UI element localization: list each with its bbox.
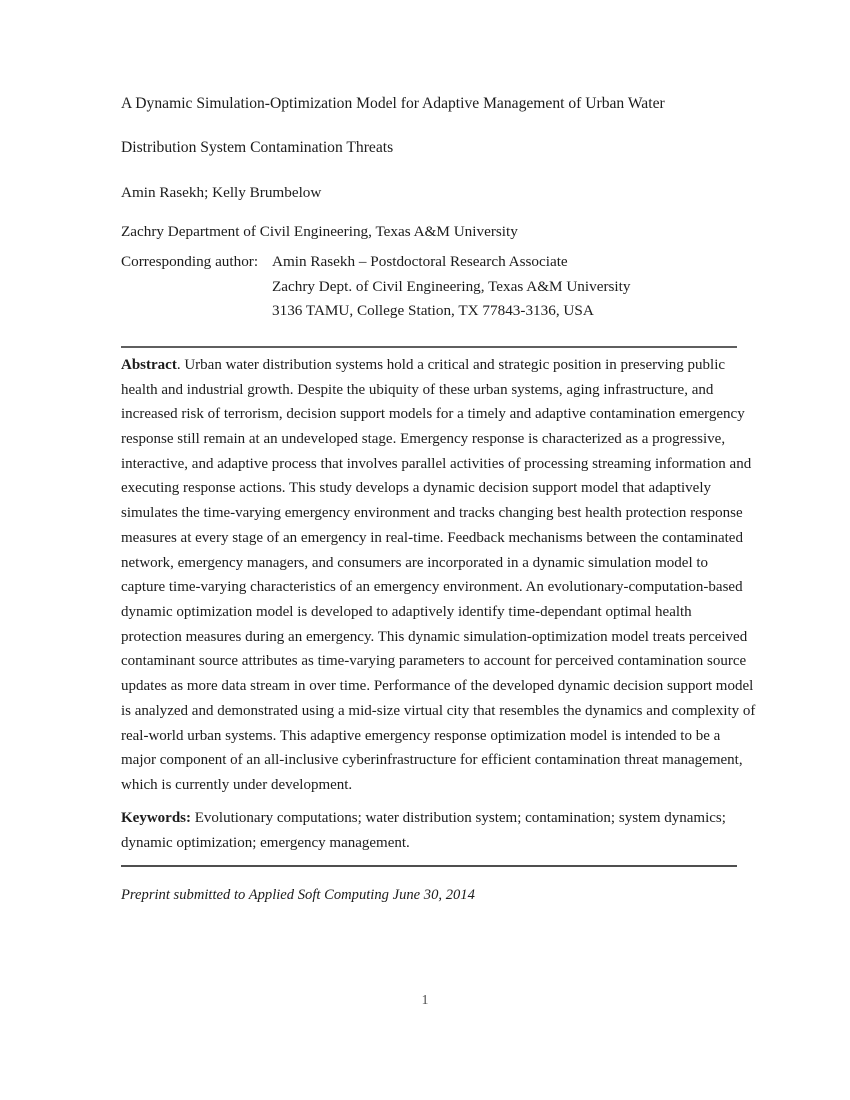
abstract-line: contaminant source attributes as time-varying parameters to account for perceived contamination source	[121, 653, 747, 670]
keywords-line: dynamic optimization; emergency management.	[121, 834, 410, 851]
abstract-line: interactive, and adaptive process that involves parallel activities of processing streaming information and	[121, 455, 752, 472]
abstract-line: protection measures during an emergency. This dynamic simulation-optimization model treats perceived	[121, 628, 748, 645]
abstract-line: is analyzed and demonstrated using a mid-size virtual city that resembles the dynamics and complexity of	[121, 702, 756, 719]
abstract-section	[121, 353, 756, 798]
footer-rule	[121, 865, 737, 867]
abstract-line: executing response actions. This study develops a dynamic decision support model that adaptively	[121, 480, 712, 497]
paper-title-line-2: Distribution System Contamination Threats	[121, 139, 394, 156]
abstract-line: increased risk of terrorism, decision support models for a timely and adaptive contamination emergency	[121, 406, 745, 423]
page-number: 1	[421, 992, 429, 1007]
abstract-line: health and industrial growth. Despite the ubiquity of these urban systems, aging infrastructure, and	[121, 381, 714, 398]
keywords-text: Evolutionary computations; water distribution system; contamination; system dynamics;	[191, 809, 726, 826]
abstract-label: Abstract	[121, 356, 177, 373]
abstract-line: major component of an all-inclusive cyberinfrastructure for efficient contamination threat management,	[121, 752, 743, 769]
keywords-line	[121, 806, 737, 831]
abstract-line: dynamic optimization model is developed to adaptively identify time-dependant optimal health	[121, 603, 692, 620]
keywords-section	[121, 806, 737, 856]
abstract-line: response still remain at an undeveloped stage. Emergency response is characterized as a progressive,	[121, 430, 726, 447]
abstract-text: . Urban water distribution systems hold a critical and strategic position in preserving public	[176, 356, 726, 373]
authors-line: Amin Rasekh; Kelly Brumbelow	[121, 184, 322, 201]
paper-title	[121, 82, 737, 170]
corresponding-author-address: 3136 TAMU, College Station, TX 77843-3136, USA	[272, 302, 594, 320]
preprint-footer: Preprint submitted to Applied Soft Computing June 30, 2014	[121, 886, 475, 903]
paper-title-line-1: A Dynamic Simulation-Optimization Model for Adaptive Management of Urban Water	[121, 95, 665, 112]
abstract-line: capture time-varying characteristics of an emergency environment. An evolutionary-computation-based	[121, 579, 743, 596]
corresponding-author-name: Amin Rasekh – Postdoctoral Research Associate	[272, 253, 568, 270]
abstract-line: simulates the time-varying emergency environment and tracks changing best health protection response	[121, 505, 743, 522]
corresponding-author-details	[272, 250, 630, 324]
abstract-top-rule	[121, 346, 737, 348]
corresponding-author-label: Corresponding author:	[121, 253, 259, 270]
abstract-line: updates as more data stream in over time. Performance of the developed dynamic decision support model	[121, 678, 754, 695]
keywords-label: Keywords:	[121, 809, 191, 826]
abstract-line: measures at every stage of an emergency in real-time. Feedback mechanisms between the contaminated	[121, 529, 743, 546]
page-content	[121, 0, 756, 904]
abstract-line: which is currently under development.	[121, 777, 353, 793]
abstract-line: network, emergency managers, and consumers are incorporated in a dynamic simulation model to	[121, 554, 709, 571]
abstract-line	[121, 353, 737, 378]
corresponding-author-department: Zachry Dept. of Civil Engineering, Texas A&M University	[272, 277, 631, 295]
abstract-line: real-world urban systems. This adaptive emergency response optimization model is intended to be a	[121, 727, 721, 744]
corresponding-author-block	[121, 250, 737, 324]
affiliation-line: Zachry Department of Civil Engineering, Texas A&M University	[121, 223, 518, 240]
